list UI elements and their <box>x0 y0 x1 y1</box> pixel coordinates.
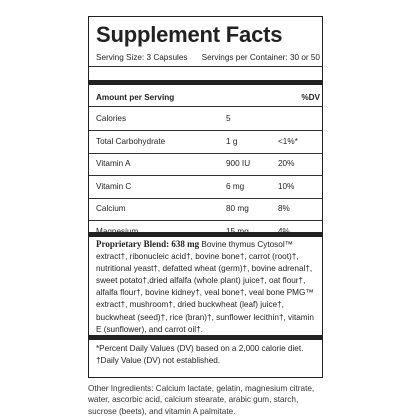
nutrient-name: Vitamin A <box>96 159 131 168</box>
thick-divider <box>89 335 322 340</box>
nutrient-dv: 20% <box>278 159 295 168</box>
divider <box>89 66 322 67</box>
servings-per-container: Servings per Container: 30 or 50 <box>201 53 320 62</box>
nutrient-dv: <1%* <box>278 137 298 146</box>
nutrient-name: Magnesium <box>96 227 139 236</box>
amount-header-row <box>96 93 320 102</box>
nutrient-amount: 900 IU <box>226 159 251 168</box>
amount-header: Amount per Serving <box>96 93 175 102</box>
nutrient-amount: 15 mg <box>226 227 249 236</box>
footnote-daily-values: *Percent Daily Values (DV) based on a 2,000 calorie diet. <box>96 344 304 353</box>
divider <box>89 153 322 154</box>
supplement-facts-panel <box>88 16 323 378</box>
footnote-not-established: †Daily Value (DV) not established. <box>96 356 221 365</box>
footnotes <box>96 343 320 367</box>
nutrient-dv: 10% <box>278 182 295 191</box>
nutrient-amount: 6 mg <box>226 182 245 191</box>
nutrient-amount: 1 g <box>226 137 238 146</box>
proprietary-blend <box>96 238 320 336</box>
dv-header: %DV <box>301 93 320 102</box>
other-ingredients: Other Ingredients: Calcium lactate, gelatin, magnesium citrate, water, ascorbic acid, calcium stearate, arabic gum, starch, sucrose (beets), and vitamin A palmitate. <box>88 384 315 416</box>
thick-divider <box>89 80 322 85</box>
divider <box>89 220 322 221</box>
nutrient-dv: 4% <box>278 227 290 236</box>
nutrient-name: Calcium <box>96 204 126 213</box>
nutrient-amount: 80 mg <box>226 204 249 213</box>
nutrient-name: Vitamin C <box>96 182 132 191</box>
proprietary-blend-text: Bovine thymus Cytosol™ extract†, ribonucleic acid†, bovine bone†, carrot (root)†, nutritional yeast†, defatted wheat (germ)†, bovine adrenal†, sweet potato†,dried alfalfa (whole plant) juice†, oat flour†, alfalfa flour†, bovine kidney†, veal bone†, veal bone PMG™ extract†, mushroom†, dried buckwheat (leaf) juice†, buckwheat (seed)†, rice (bran)†, sunflower lecithin†, vitamin E (sunflower), and carrot oil†. <box>96 240 314 334</box>
divider <box>89 175 322 176</box>
proprietary-blend-label: Proprietary Blend: 638 mg <box>96 239 200 249</box>
thick-divider <box>89 232 322 237</box>
nutrient-dv: 8% <box>278 204 290 213</box>
nutrient-name: Total Carbohydrate <box>96 137 166 146</box>
divider <box>89 106 322 107</box>
divider <box>89 130 322 131</box>
panel-title: Supplement Facts <box>96 22 283 47</box>
nutrient-name: Calories <box>96 114 127 123</box>
serving-size: Serving Size: 3 Capsules <box>96 53 188 62</box>
nutrient-amount: 5 <box>226 114 231 123</box>
divider <box>89 198 322 199</box>
